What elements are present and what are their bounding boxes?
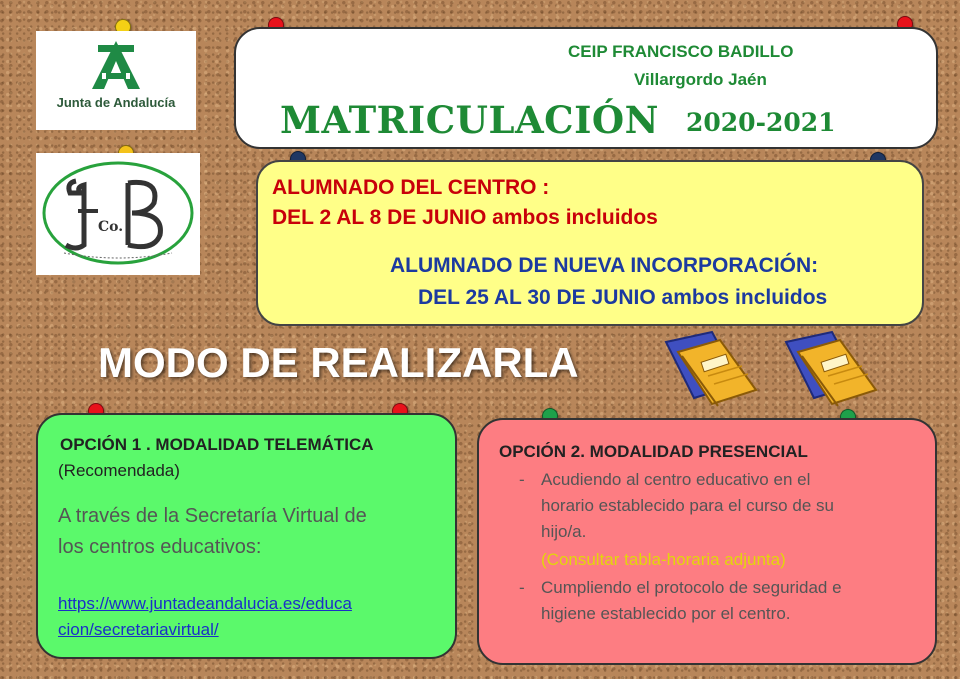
page-title: MATRICULACIÓN <box>280 98 659 142</box>
school-logo <box>36 153 200 275</box>
option1-board <box>36 413 457 659</box>
bullet-dash: - <box>519 578 525 597</box>
notebook-icon <box>660 328 770 408</box>
option2-item2-line2: higiene establecido por el centro. <box>541 604 791 623</box>
option2-item2-line1: Cumpliendo el protocolo de seguridad e <box>541 578 842 597</box>
virtual-secretary-link-line1[interactable]: https://www.juntadeandalucia.es/educa <box>58 594 352 613</box>
school-town: Villargordo Jaén <box>634 70 767 89</box>
option2-item1-line3: hijo/a. <box>541 522 587 541</box>
option1-subtitle: (Recomendada) <box>58 461 180 480</box>
notebook-icon <box>780 328 890 408</box>
new-students-dates: DEL 25 AL 30 DE JUNIO ambos incluidos <box>418 286 828 309</box>
option2-item1-line2: horario establecido para el curso de su <box>541 496 834 515</box>
new-students-label: ALUMNADO DE NUEVA INCORPORACIÓN: <box>390 254 819 277</box>
option1-title: OPCIÓN 1 . MODALIDAD TELEMÁTICA <box>60 435 374 454</box>
option2-title: OPCIÓN 2. MODALIDAD PRESENCIAL <box>499 442 808 461</box>
school-monogram-icon <box>36 153 200 275</box>
dates-board <box>256 160 924 326</box>
option2-board <box>477 418 937 665</box>
school-name: CEIP FRANCISCO BADILLO <box>568 42 794 61</box>
section-heading: MODO DE REALIZARLA <box>98 339 579 386</box>
title-board <box>234 27 938 149</box>
virtual-secretary-link-line2[interactable]: cion/secretariavirtual/ <box>58 620 219 639</box>
junta-label: Junta de Andalucía <box>56 95 176 110</box>
bullet-dash: - <box>519 470 525 489</box>
svg-text:Co.: Co. <box>98 219 124 235</box>
option2-item1-line1: Acudiendo al centro educativo en el <box>541 470 811 489</box>
school-year: 2020-2021 <box>686 108 836 137</box>
current-students-label: ALUMNADO DEL CENTRO : <box>272 176 550 199</box>
junta-a-mark-icon <box>88 39 144 93</box>
junta-logo <box>36 31 196 130</box>
option2-schedule-note: (Consultar tabla-horaria adjunta) <box>541 550 786 569</box>
option1-description-line1: A través de la Secretaría Virtual de <box>58 505 367 527</box>
option1-description-line2: los centros educativos: <box>58 536 262 558</box>
current-students-dates: DEL 2 AL 8 DE JUNIO ambos incluidos <box>272 206 658 229</box>
